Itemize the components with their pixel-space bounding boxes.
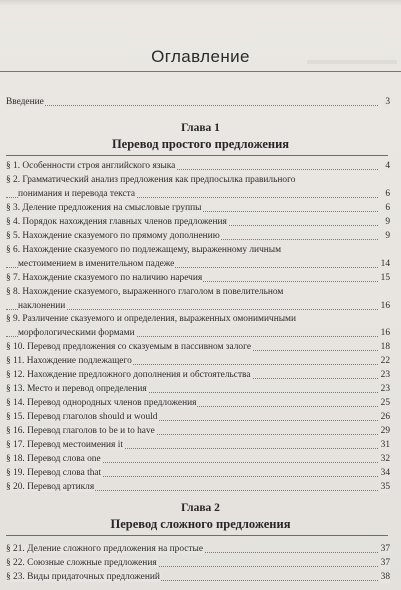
toc-page-number: 32 [380, 453, 390, 464]
toc-page-number: 6 [385, 188, 390, 199]
toc-page-number: 16 [380, 300, 390, 311]
toc-page-number: 3 [385, 97, 390, 107]
chapter-label: Глава 2 [181, 502, 220, 514]
chapter-rule [6, 155, 388, 156]
toc-entry-text: § 21. Деление сложного предложения на простые [6, 544, 203, 554]
toc-page-number: 37 [380, 544, 390, 554]
toc-entry-continuation [6, 301, 388, 312]
chapter-rule [6, 535, 388, 536]
toc-entry-text: § 6. Нахождение сказуемого по подлежащему, выраженному личным [6, 244, 282, 255]
toc-page-number: 26 [380, 412, 390, 423]
toc-page-number: 31 [380, 440, 390, 450]
toc-entry-text: § 7. Нахождение сказуемого по наличию наречия [6, 272, 203, 283]
toc-entry-text: § 9. Различение сказуемого и определения, выраженных омонимичными [6, 314, 296, 325]
toc-page-number: 18 [380, 342, 390, 353]
toc-entry [6, 231, 388, 242]
toc-entry-text: § 4. Порядок нахождения главных членов предложения [6, 216, 227, 227]
toc-entry-continuation [6, 328, 388, 339]
toc-entry [6, 273, 388, 284]
toc-entry-text: § 3. Деление предложения на смысловые группы [6, 202, 202, 213]
toc-entry [6, 314, 388, 325]
toc-entry [6, 544, 388, 555]
toc-entry [6, 426, 388, 437]
chapter-title: Перевод сложного предложения [110, 517, 291, 531]
toc-page-number: 16 [380, 328, 390, 339]
toc-entry-continuation [6, 189, 388, 200]
toc-entry-text: § 23. Виды придаточных предложений [6, 572, 160, 582]
toc-entry-text: § 22. Союзные сложные предложения [6, 558, 157, 568]
toc-entry [6, 398, 388, 409]
toc-entry-text: § 11. Нахождение подлежащего [6, 356, 132, 367]
toc-entry-text: § 13. Место и перевод определения [6, 384, 147, 395]
toc-entry [6, 572, 388, 583]
chapter-title: Перевод простого предложения [111, 137, 290, 151]
toc-entry-text: § 19. Перевод слова that [6, 467, 102, 478]
toc-entry [6, 245, 388, 256]
toc-entry-text: наклонении [18, 300, 66, 311]
toc-entry-text: § 16. Перевод глаголов to be и to have [6, 426, 155, 437]
toc-entry-text: § 5. Нахождение сказуемого по прямому дополнению [6, 230, 220, 241]
toc-entry-text: § 20. Перевод артикля [6, 481, 95, 492]
toc-entry [6, 482, 388, 493]
toc-page-number: 23 [380, 384, 390, 395]
toc-entry-intro [6, 97, 388, 108]
chapter-label: Глава 1 [181, 122, 220, 134]
toc-page-number: 6 [385, 202, 390, 213]
toc-entry-text: морфологическими формами [18, 328, 135, 339]
toc-page-number: 9 [385, 216, 390, 227]
toc-page-number: 34 [380, 467, 390, 478]
toc-entry-text: § 10. Перевод предложения со сказуемым в пассивном залоге [6, 342, 251, 353]
toc-entry [6, 412, 388, 423]
toc-page-number: 9 [385, 230, 390, 241]
toc-entry-indent [6, 189, 388, 200]
toc-entry-text: § 14. Перевод однородных членов предложения [6, 398, 197, 409]
toc-page-number: 14 [380, 258, 390, 269]
toc-entry [6, 454, 388, 465]
toc-entry-text: § 18. Перевод слова one [6, 453, 101, 464]
toc-entry-indent [6, 301, 388, 312]
toc-entry-text: § 1. Особенности строя английского языка [6, 161, 176, 171]
toc-entry [6, 468, 388, 479]
leader-dots [6, 105, 378, 106]
toc-entry-text: § 12. Нахождение предложного дополнения и обстоятельства [6, 370, 251, 381]
toc-page-number: 25 [380, 398, 390, 409]
toc-entry [6, 558, 388, 569]
toc-page-number: 23 [380, 370, 390, 381]
toc-page-number: 4 [385, 161, 390, 171]
toc-entry [6, 287, 388, 298]
toc-entry-continuation [6, 259, 388, 270]
toc-entry [6, 217, 388, 228]
toc-page-number: 15 [380, 272, 390, 283]
toc-page-number: 38 [380, 572, 390, 582]
title-rule [0, 71, 401, 72]
toc-page-number: 29 [380, 426, 390, 437]
toc-entry [6, 175, 388, 186]
toc-entry-indent [6, 259, 388, 270]
toc-entry [6, 384, 388, 395]
toc-entry-text: местоимением в именительном падеже [18, 258, 175, 269]
toc-entry [6, 203, 388, 214]
toc-entry [6, 161, 388, 172]
toc-entry-indent [6, 328, 388, 339]
toc-entry [6, 370, 388, 381]
toc-page-number: 22 [380, 356, 390, 367]
toc-entry-text: § 17. Перевод местоимения it [6, 440, 123, 450]
toc-entry-text: понимания и перевода текста [18, 188, 136, 199]
toc-entry [6, 356, 388, 367]
toc-entry-text: § 2. Грамматический анализ предложения как предпосылка правильного [6, 174, 296, 185]
page-title: Оглавление [151, 47, 250, 66]
toc-page-number: 35 [380, 481, 390, 492]
toc-entry [6, 440, 388, 451]
toc-page-number: 37 [380, 558, 390, 568]
toc-entry-text: § 15. Перевод глаголов should и would [6, 412, 158, 423]
toc-entry-text: Введение [6, 97, 44, 107]
toc-entry-text: § 8. Нахождение сказуемого, выраженного глаголом в повелительном [6, 286, 284, 297]
toc-entry [6, 342, 388, 353]
